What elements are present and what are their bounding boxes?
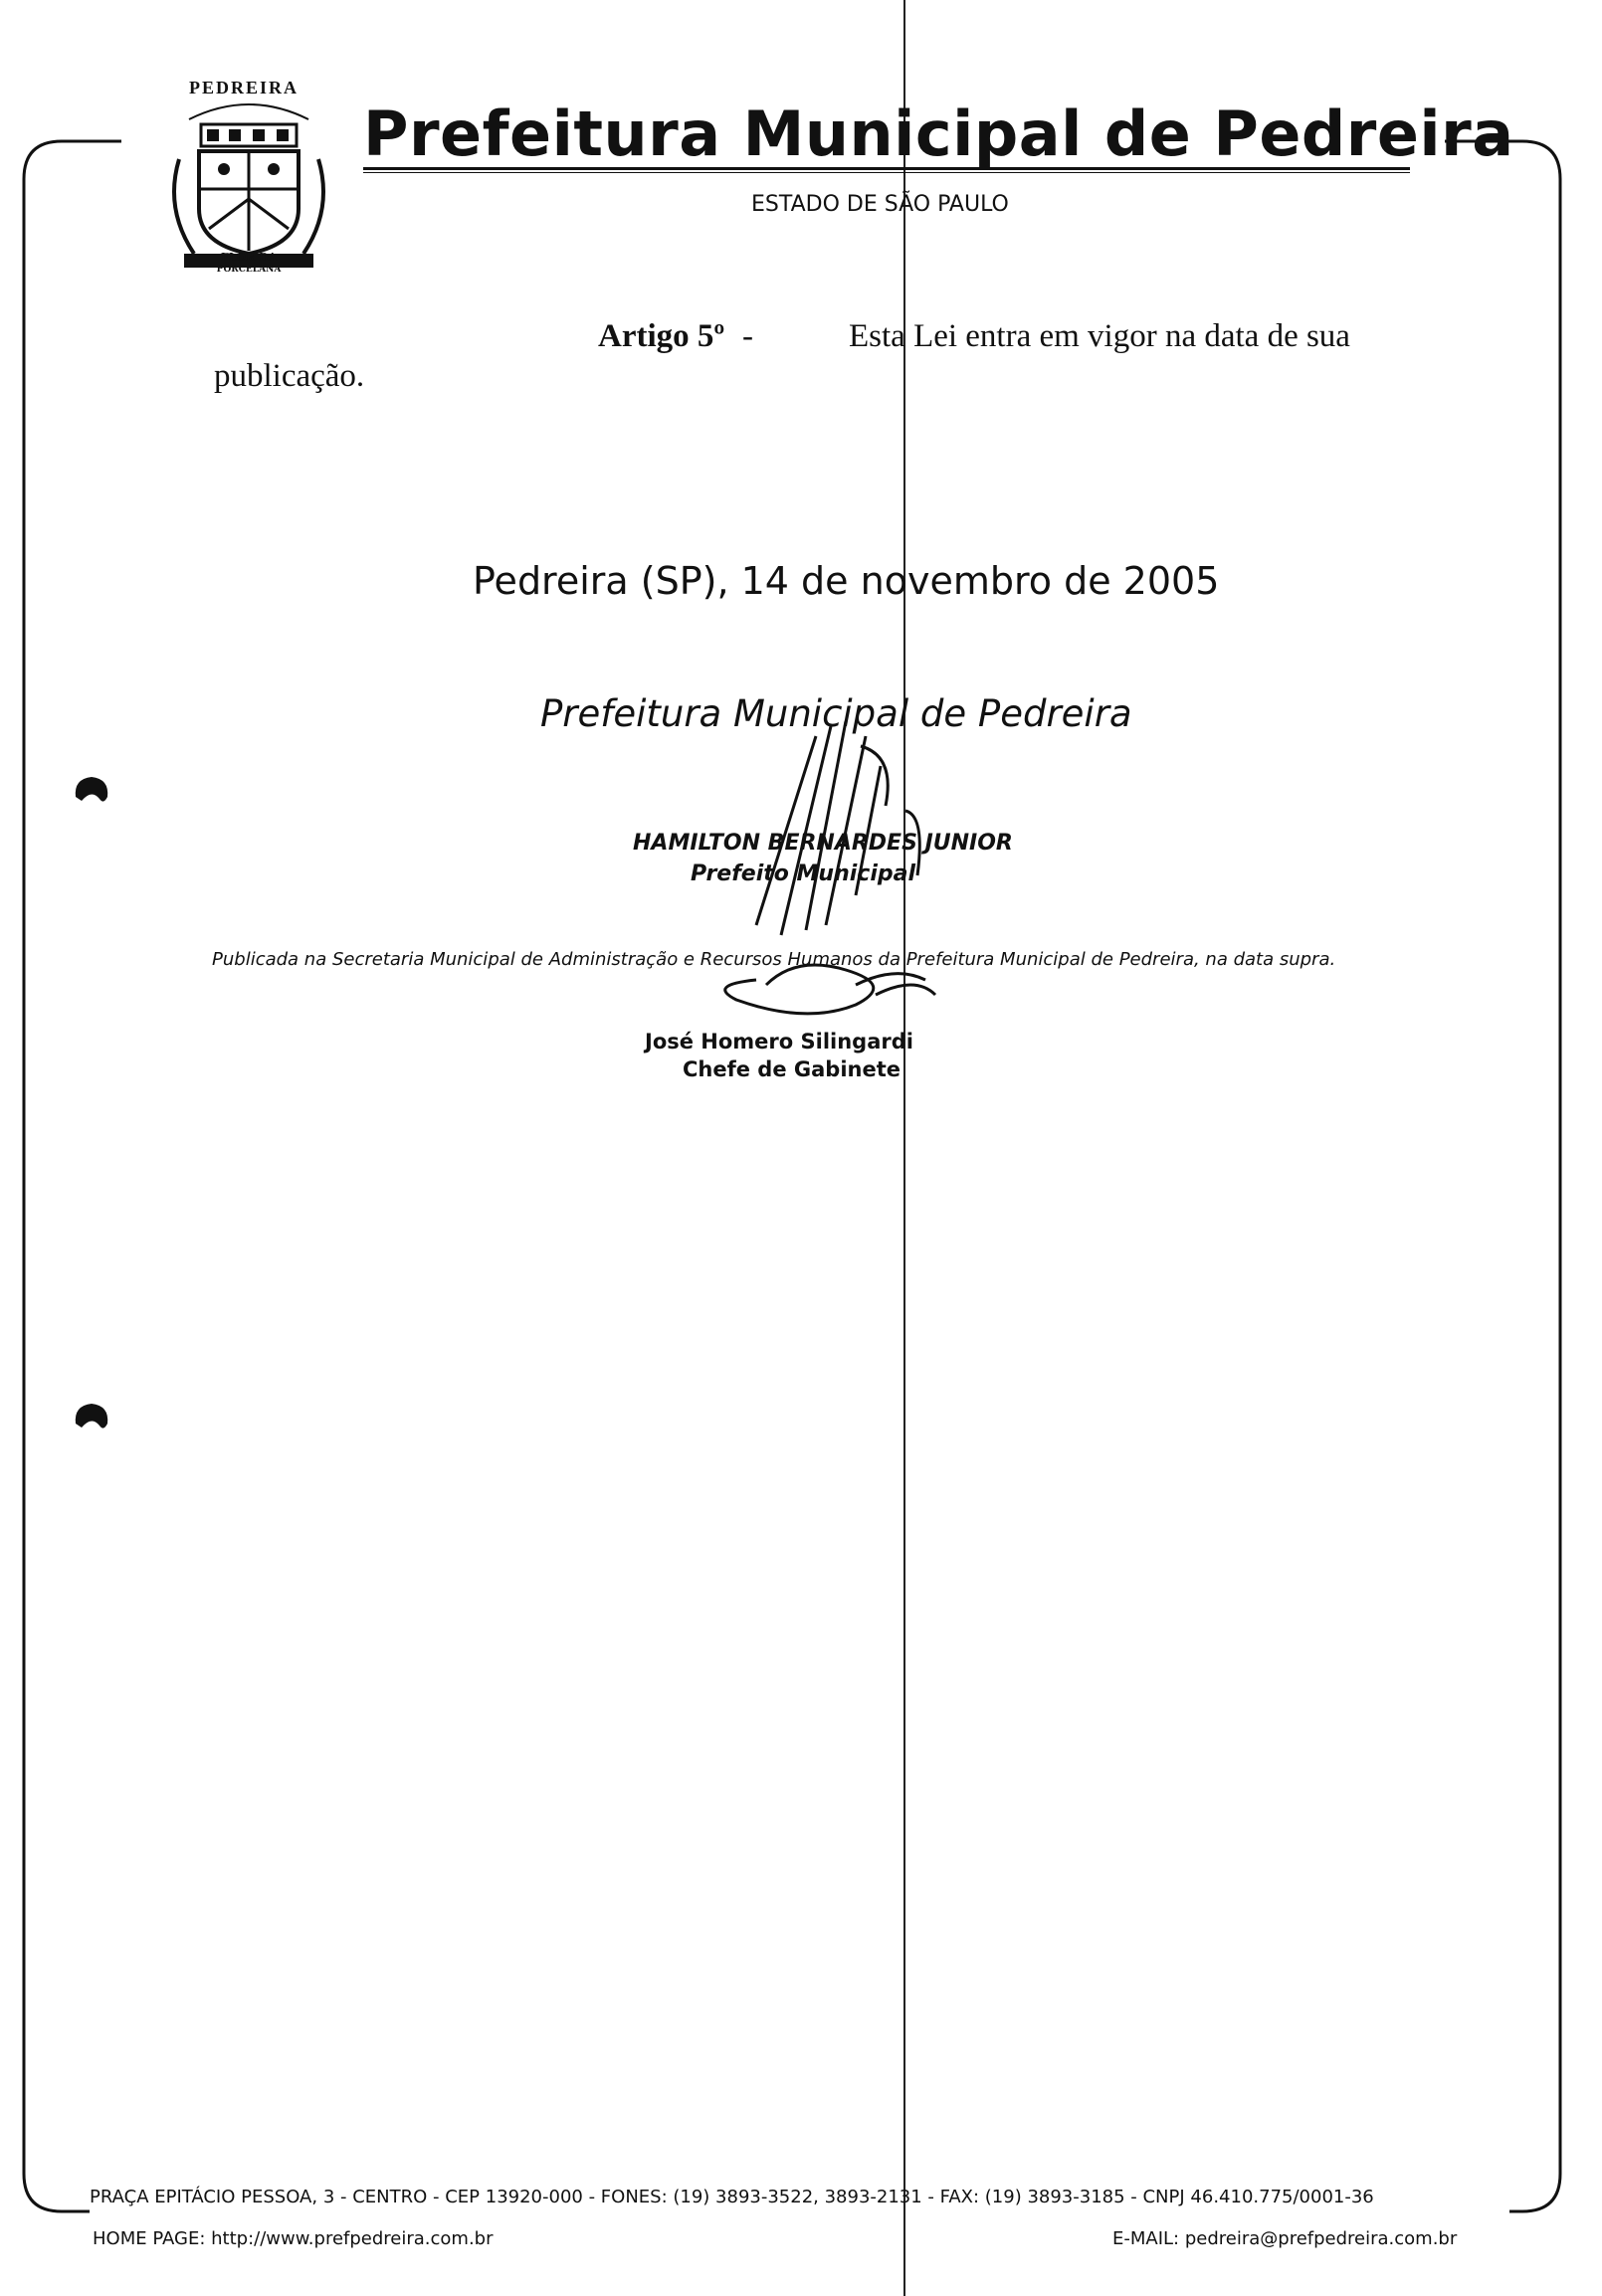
crest-caption-line-2: PORCELANA	[216, 265, 282, 275]
date-line: Pedreira (SP), 14 de novembro de 2005	[473, 559, 1220, 603]
page-frame	[22, 139, 1562, 2213]
publication-note: Publicada na Secretaria Municipal de Administração e Recursos Humanos da Prefeitura Municipal de Pedreira, na data supra.	[212, 949, 1336, 970]
signature-organization: Prefeitura Municipal de Pedreira	[540, 692, 1132, 735]
article-dash: -	[742, 318, 753, 354]
chief-of-staff-name: José Homero Silingardi	[645, 1030, 913, 1053]
mayor-name: HAMILTON BERNARDES JUNIOR	[633, 831, 1013, 856]
punch-hole-icon	[70, 771, 113, 811]
handwritten-signatures	[697, 696, 995, 1054]
chief-of-staff-title: Chefe de Gabinete	[683, 1057, 901, 1081]
municipal-crest	[159, 70, 338, 279]
article-text: Esta Lei entra em vigor na data de sua	[849, 318, 1350, 354]
punch-hole-icon	[70, 1398, 113, 1437]
crest-top-text: PEDREIRA	[189, 78, 300, 97]
footer-address: PRAÇA EPITÁCIO PESSOA, 3 - CENTRO - CEP 13920-000 - FONES: (19) 3893-3522, 3893-2131 - FAX: (19) 3893-3185 - CNPJ 46.410.775/0001-36	[90, 2187, 1374, 2207]
footer-email: E-MAIL: pedreira@prefpedreira.com.br	[1112, 2228, 1458, 2249]
letterhead-subtitle: ESTADO DE SÃO PAULO	[751, 192, 1009, 217]
coat-of-arms-icon	[159, 70, 338, 279]
footer-home-page: HOME PAGE: http://www.prefpedreira.com.br	[93, 2228, 494, 2249]
article-label: Artigo 5º	[598, 318, 725, 354]
mayor-title: Prefeito Municipal	[691, 861, 916, 886]
letterhead-rule	[363, 167, 1410, 173]
article-continuation: publicação.	[214, 358, 365, 394]
crest-caption-line-1: FLOR DA	[220, 251, 278, 264]
letterhead-title: Prefeitura Municipal de Pedreira	[363, 97, 1514, 170]
